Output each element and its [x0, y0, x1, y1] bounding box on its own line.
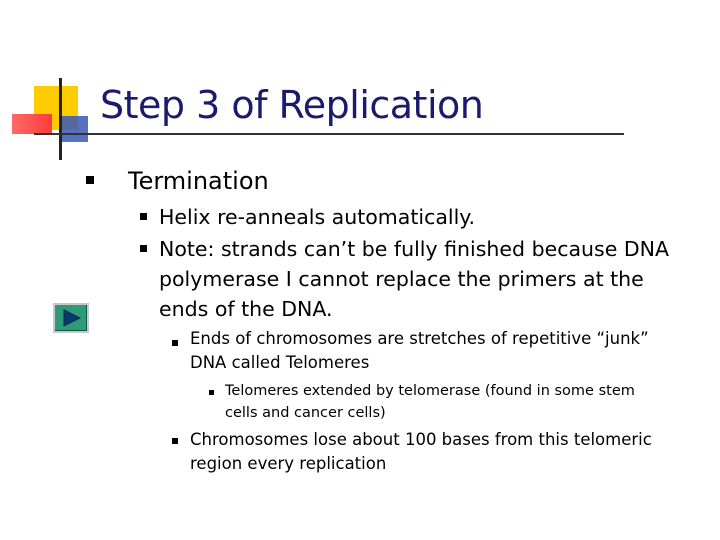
bullet-telomeres-extended: Telomeres extended by telomerase (found in some stem cells and cancer cells)	[225, 383, 635, 421]
decor-blue-square	[60, 116, 88, 142]
decor-red-bar	[12, 114, 52, 134]
bullet-chromosomes-lose: Chromosomes lose about 100 bases from this telomeric region every replication	[190, 430, 652, 473]
bullet-square-icon	[140, 213, 147, 220]
bullet-ends-of-chromosomes: Ends of chromosomes are stretches of repetitive “junk” DNA called Telomeres	[190, 329, 649, 372]
bullet-square-icon	[209, 390, 214, 395]
bullet-helix-reanneals: Helix re-anneals automatically.	[159, 205, 476, 229]
bullet-termination: Termination	[128, 167, 269, 195]
title-underline	[34, 133, 624, 135]
bullet-square-icon	[140, 245, 147, 252]
slide-title: Step 3 of Replication	[100, 83, 484, 127]
bullet-square-icon	[86, 176, 94, 184]
bullet-note-strands: Note: strands can’t be fully finished because DNA polymerase I cannot replace the primers at the ends of the DNA.	[159, 237, 669, 321]
next-slide-button[interactable]	[53, 303, 89, 333]
decor-vertical-line	[59, 78, 62, 160]
bullet-square-icon	[172, 438, 178, 444]
bullet-square-icon	[172, 340, 178, 346]
play-icon	[63, 309, 81, 327]
